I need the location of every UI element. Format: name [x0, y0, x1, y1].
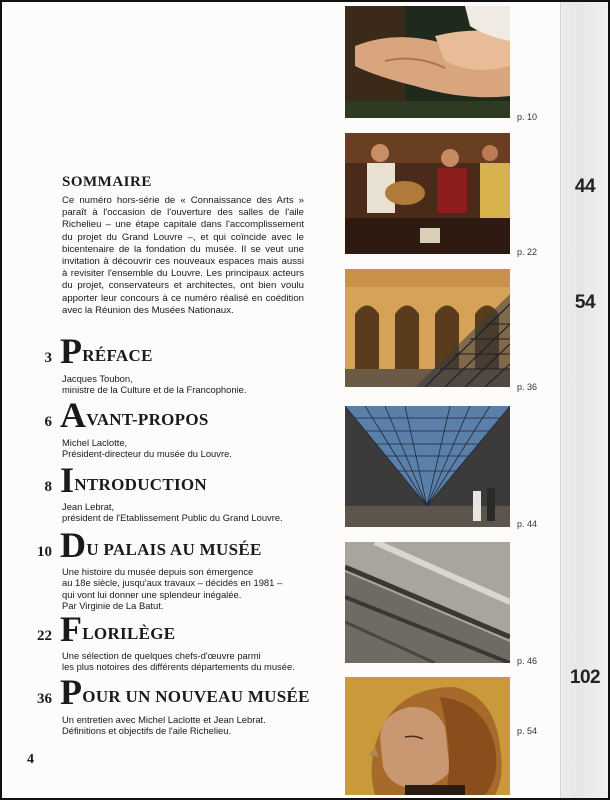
section-title-pour-un-nouveau-musee: POUR UN NOUVEAU MUSÉE: [60, 672, 310, 712]
photo-escalator: [345, 542, 510, 663]
section-description: Un entretien avec Michel Laclotte et Jean Lebrat. Définitions et objectifs de l'aile Richelieu.: [62, 714, 266, 737]
page-ref: p. 36: [517, 382, 538, 392]
photo-hands-painting: [345, 6, 510, 118]
section-description: Jacques Toubon, ministre de la Culture et de la Francophonie.: [62, 373, 247, 396]
section-description: Jean Lebrat, président de l'Etablissement Public du Grand Louvre.: [62, 501, 283, 524]
page-ref: p. 22: [517, 247, 538, 257]
section-title-preface: PRÉFACE: [60, 331, 153, 371]
section-page-number: 6: [44, 414, 52, 430]
section-page-number: 3: [44, 350, 52, 366]
page-ref: p. 46: [517, 656, 538, 666]
section-title-florilege: FLORILÈGE: [60, 609, 176, 649]
section-description: Michel Laclotte, Président-directeur du musée du Louvre.: [62, 437, 232, 460]
sommaire-intro: Ce numéro hors-série de « Connaissance des Arts » paraît à l'occasion de l'ouverture des salles de l'aile Richelieu – une étape capitale dans l'accomplissement du projet du Grand Louvre –, et qui coïncide avec le bicentenaire de la fondation du musée. Il se veut une invitation à découvrir ces nouveaux espaces mais aussi à revisiter l'ensemble du Louvre. Les principaux acteurs du projet, conservateurs et architectes, ont bien voulu apporter leur concours à ce numéro réalisé en coédition avec la Réunion des Musées Nationaux.: [62, 195, 304, 316]
page-ref: p. 54: [517, 726, 538, 736]
side-page-number: 54: [574, 292, 596, 313]
photo-musicians-painting: [345, 133, 510, 254]
section-page-number: 36: [37, 691, 52, 707]
section-title-introduction: INTRODUCTION: [60, 460, 208, 500]
page-ref: p. 10: [517, 112, 538, 122]
section-page-number: 22: [37, 628, 52, 644]
side-page-number: 102: [569, 667, 601, 688]
section-title-avant-propos: AVANT-PROPOS: [60, 395, 209, 435]
section-description: Une sélection de quelques chefs-d'œuvre parmi les plus notoires des différents départements du musée.: [62, 650, 295, 673]
photo-pyramid-interior: [345, 406, 510, 527]
side-page-number: 44: [574, 176, 596, 197]
photo-portrait-profile: [345, 677, 510, 795]
page-folio: 4: [27, 752, 34, 767]
section-page-number: 10: [37, 544, 52, 560]
section-description: Une histoire du musée depuis son émergence au 18e siècle, jusqu'aux travaux – décidés en 1981 – qui vont lui donner une splendeur inégalée. Par Virginie de La Batut.: [62, 566, 283, 612]
page-ref: p. 44: [517, 519, 538, 529]
sommaire-title: SOMMAIRE: [62, 174, 152, 190]
photo-cour-napoleon-arcades: [345, 269, 510, 387]
section-page-number: 8: [44, 479, 52, 495]
section-title-du-palais-au-musee: DU PALAIS AU MUSÉE: [60, 525, 262, 565]
